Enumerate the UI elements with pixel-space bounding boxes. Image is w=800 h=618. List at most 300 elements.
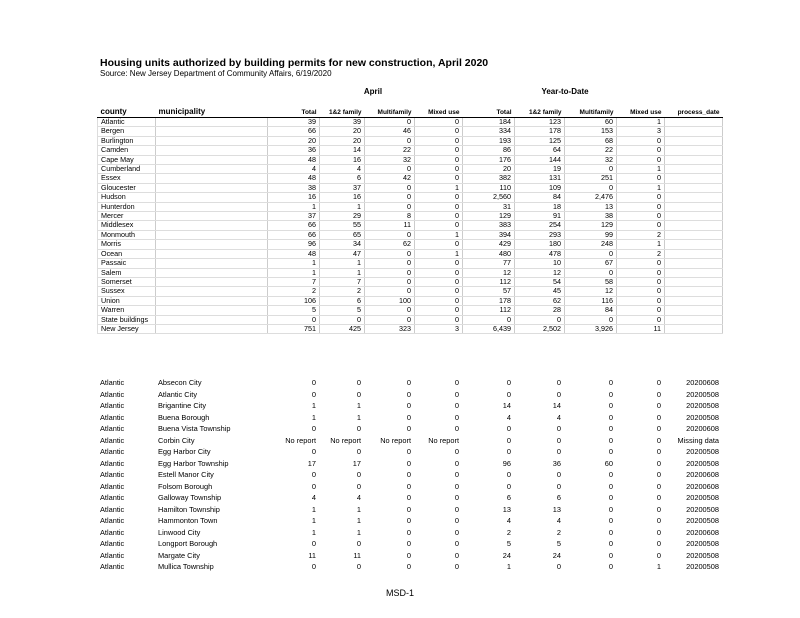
table-cell: 28 — [515, 306, 565, 315]
table-cell: 1 — [617, 118, 665, 127]
table-cell: Mercer — [98, 212, 156, 221]
table-cell: 12 — [565, 287, 617, 296]
table-cell: 18 — [515, 202, 565, 211]
table-cell: 1 — [311, 527, 316, 537]
table-cell: No report — [330, 435, 361, 445]
table-cell: 4 — [556, 516, 561, 525]
table-cell: 0 — [506, 435, 511, 445]
table-cell — [665, 127, 723, 136]
table-cell: 106 — [268, 296, 320, 305]
table-cell: 20200608 — [686, 527, 719, 537]
table-cell: 480 — [463, 249, 515, 258]
table-cell: 20200508 — [686, 562, 719, 571]
table-cell: 84 — [515, 193, 565, 202]
table-cell: 251 — [565, 174, 617, 183]
table-cell: 0 — [608, 401, 613, 410]
table-cell: 0 — [656, 470, 661, 479]
table-cell: 0 — [415, 155, 463, 164]
table-cell: 0 — [454, 481, 459, 491]
table-cell: 129 — [463, 212, 515, 221]
table-cell: Atlantic — [100, 378, 125, 387]
table-row — [98, 183, 723, 192]
table-cell: 0 — [608, 378, 613, 387]
table-cell — [665, 193, 723, 202]
table-cell: 20200508 — [686, 447, 719, 456]
table-cell: 0 — [454, 493, 459, 502]
table-cell: 0 — [617, 155, 665, 164]
table-cell: 65 — [320, 230, 365, 239]
table-row — [98, 146, 723, 155]
table-cell: Atlantic — [100, 504, 125, 514]
table-cell: 0 — [406, 401, 411, 410]
table-row — [97, 527, 722, 539]
table-cell: 0 — [506, 389, 511, 399]
table-cell: 0 — [365, 202, 415, 211]
table-cell: 11 — [308, 550, 316, 560]
table-cell: 1 — [268, 202, 320, 211]
table-row — [98, 259, 723, 268]
table-cell: 37 — [268, 212, 320, 221]
table-cell: 22 — [365, 146, 415, 155]
table-cell: 32 — [565, 155, 617, 164]
table-cell: 20200508 — [686, 550, 719, 560]
table-cell: 0 — [608, 550, 613, 560]
table-cell: Mullica Township — [158, 562, 214, 571]
table-row — [97, 481, 722, 493]
table-cell: 0 — [617, 136, 665, 145]
table-cell: 5 — [320, 306, 365, 315]
header-ytd-multifamily: Multifamily — [565, 106, 617, 118]
header-county: county — [98, 106, 156, 118]
table-cell: 20 — [268, 136, 320, 145]
table-cell: 20200508 — [686, 458, 719, 468]
table-cell — [665, 277, 723, 286]
table-row — [97, 446, 722, 458]
table-cell: 0 — [617, 277, 665, 286]
table-cell — [156, 193, 268, 202]
table-row — [97, 435, 722, 447]
table-cell: 17 — [352, 458, 361, 468]
table-cell: 0 — [406, 378, 411, 387]
table-cell: 0 — [656, 550, 661, 560]
table-cell: Atlantic — [100, 562, 125, 571]
table-row — [97, 515, 722, 527]
table-cell: 29 — [320, 212, 365, 221]
table-cell: 0 — [454, 504, 459, 514]
report-title: Housing units authorized by building permits for new construction, April 2020 — [100, 57, 489, 69]
table-cell: 1 — [311, 412, 316, 422]
table-cell: 48 — [268, 249, 320, 258]
table-cell: State buildings — [98, 315, 156, 324]
table-cell: Absecon City — [158, 378, 202, 387]
table-cell: 5 — [506, 539, 511, 548]
table-cell: 0 — [454, 447, 459, 456]
table-cell: 0 — [608, 527, 613, 537]
table-cell — [665, 324, 723, 333]
table-cell: 0 — [565, 249, 617, 258]
table-cell — [156, 268, 268, 277]
table-cell: Burlington — [98, 136, 156, 145]
table-cell: 184 — [463, 118, 515, 127]
table-cell: 16 — [320, 193, 365, 202]
table-cell: 0 — [565, 165, 617, 174]
table-cell: 6 — [320, 296, 365, 305]
table-cell: 100 — [365, 296, 415, 305]
table-cell: 0 — [311, 481, 316, 491]
table-cell: 0 — [415, 127, 463, 136]
table-cell: 0 — [365, 268, 415, 277]
table-cell: Atlantic — [100, 412, 125, 422]
table-cell: 0 — [556, 562, 561, 571]
header-april-1-2-family: 1&2 family — [320, 106, 365, 118]
table-cell: 112 — [463, 306, 515, 315]
table-cell: 0 — [365, 315, 415, 324]
table-cell: 20 — [320, 127, 365, 136]
table-cell: 91 — [515, 212, 565, 221]
table-cell: 16 — [268, 193, 320, 202]
table-cell: 0 — [656, 493, 661, 502]
table-cell: 0 — [311, 562, 316, 571]
table-cell: 60 — [565, 118, 617, 127]
table-cell: 0 — [454, 412, 459, 422]
table-cell: 58 — [565, 277, 617, 286]
table-cell — [665, 212, 723, 221]
table-cell: 429 — [463, 240, 515, 249]
header-ytd-1-2-family: 1&2 family — [515, 106, 565, 118]
table-cell: 0 — [656, 378, 661, 387]
table-cell: 48 — [268, 155, 320, 164]
table-row — [97, 538, 722, 550]
table-cell — [665, 165, 723, 174]
table-cell: Atlantic — [100, 458, 125, 468]
table-cell: 55 — [320, 221, 365, 230]
table-cell: 11 — [365, 221, 415, 230]
table-cell: 193 — [463, 136, 515, 145]
table-cell: 0 — [556, 481, 561, 491]
table-cell: 6 — [556, 493, 561, 502]
table-cell: 13 — [565, 202, 617, 211]
table-cell — [665, 249, 723, 258]
header-ytd-mixed-use: Mixed use — [617, 106, 665, 118]
table-cell — [156, 315, 268, 324]
table-cell: 20200608 — [686, 481, 719, 491]
table-cell: Atlantic — [100, 481, 125, 491]
table-cell: 5 — [268, 306, 320, 315]
table-row — [98, 287, 723, 296]
table-cell: 0 — [454, 562, 459, 571]
municipality-table — [97, 377, 722, 573]
table-cell: 62 — [515, 296, 565, 305]
table-cell: 0 — [415, 136, 463, 145]
table-cell: Corbin City — [158, 435, 195, 445]
table-cell — [665, 146, 723, 155]
table-cell: 0 — [415, 146, 463, 155]
table-cell: 0 — [656, 539, 661, 548]
ytd-group-header: Year-to-Date — [541, 87, 589, 96]
table-cell: 14 — [320, 146, 365, 155]
table-cell: 20200508 — [686, 493, 719, 502]
table-cell: 0 — [617, 174, 665, 183]
table-cell: 180 — [515, 240, 565, 249]
table-cell: Egg Harbor Township — [158, 458, 229, 468]
header-april-mixed-use: Mixed use — [415, 106, 463, 118]
table-cell — [156, 183, 268, 192]
table-cell: 20200608 — [686, 470, 719, 479]
table-cell: 4 — [556, 412, 561, 422]
table-cell: 0 — [617, 221, 665, 230]
table-cell: Ocean — [98, 249, 156, 258]
table-cell: No report — [380, 435, 411, 445]
table-cell — [665, 202, 723, 211]
table-cell: 248 — [565, 240, 617, 249]
table-cell: 144 — [515, 155, 565, 164]
table-cell: 0 — [608, 539, 613, 548]
table-row — [97, 504, 722, 516]
table-cell: 0 — [406, 412, 411, 422]
table-cell: 0 — [356, 378, 361, 387]
table-cell: No report — [285, 435, 316, 445]
table-cell: 0 — [415, 240, 463, 249]
table-cell: 0 — [617, 315, 665, 324]
table-cell: 0 — [608, 424, 613, 433]
table-cell: 0 — [656, 516, 661, 525]
table-cell: 0 — [415, 315, 463, 324]
table-cell: 57 — [463, 287, 515, 296]
table-cell: 0 — [608, 412, 613, 422]
table-cell — [156, 306, 268, 315]
table-cell: Egg Harbor City — [158, 447, 211, 456]
table-cell — [665, 183, 723, 192]
table-cell: 0 — [311, 424, 316, 433]
table-cell: 0 — [506, 378, 511, 387]
table-cell: 1 — [320, 259, 365, 268]
table-cell: 6 — [506, 493, 511, 502]
table-cell: 2 — [506, 527, 511, 537]
table-cell: 2 — [617, 249, 665, 258]
table-cell: 129 — [565, 221, 617, 230]
county-summary-table — [97, 106, 723, 334]
table-cell: 116 — [565, 296, 617, 305]
table-row — [97, 469, 722, 481]
table-cell: Essex — [98, 174, 156, 183]
table-cell: 14 — [502, 401, 511, 410]
table-row — [97, 389, 722, 401]
table-cell — [156, 127, 268, 136]
table-cell: Buena Vista Township — [158, 424, 231, 433]
table-cell: 20200508 — [686, 539, 719, 548]
table-cell: 1 — [356, 527, 361, 537]
table-cell: 0 — [656, 401, 661, 410]
table-cell: 1 — [415, 249, 463, 258]
table-cell: 0 — [617, 268, 665, 277]
table-cell: 0 — [406, 493, 411, 502]
table-cell — [665, 296, 723, 305]
table-cell: 0 — [415, 259, 463, 268]
table-cell: 16 — [320, 155, 365, 164]
table-cell: 54 — [515, 277, 565, 286]
table-cell: 0 — [406, 504, 411, 514]
table-cell: 0 — [415, 193, 463, 202]
table-cell: Morris — [98, 240, 156, 249]
table-row — [98, 155, 723, 164]
table-row — [98, 165, 723, 174]
table-cell: 394 — [463, 230, 515, 239]
table-cell: 0 — [617, 146, 665, 155]
table-cell: 0 — [311, 447, 316, 456]
table-cell: 0 — [565, 183, 617, 192]
table-cell: 5 — [556, 539, 561, 548]
table-cell: Atlantic — [100, 539, 125, 548]
table-cell: 2,560 — [463, 193, 515, 202]
table-cell: 0 — [454, 470, 459, 479]
table-cell: 0 — [454, 550, 459, 560]
table-cell: 38 — [268, 183, 320, 192]
table-cell: Cape May — [98, 155, 156, 164]
table-cell: 0 — [415, 118, 463, 127]
table-cell: 0 — [415, 212, 463, 221]
table-cell: 34 — [320, 240, 365, 249]
table-cell: 13 — [502, 504, 511, 514]
table-cell: 22 — [565, 146, 617, 155]
table-cell: No report — [428, 435, 459, 445]
table-cell: 254 — [515, 221, 565, 230]
table-cell: 0 — [365, 259, 415, 268]
table-cell: 0 — [656, 527, 661, 537]
table-cell: 0 — [617, 202, 665, 211]
table-cell: Middlesex — [98, 221, 156, 230]
table-cell — [156, 296, 268, 305]
table-cell: 20200508 — [686, 389, 719, 399]
table-cell: 1 — [311, 401, 316, 410]
table-cell: Atlantic — [100, 401, 125, 410]
table-cell: Camden — [98, 146, 156, 155]
table-cell: 334 — [463, 127, 515, 136]
table-cell: 0 — [565, 315, 617, 324]
table-cell — [665, 136, 723, 145]
table-cell: 0 — [656, 481, 661, 491]
table-cell: 1 — [311, 516, 316, 525]
table-cell: 0 — [365, 249, 415, 258]
table-cell: 0 — [311, 539, 316, 548]
table-cell: 77 — [463, 259, 515, 268]
table-cell: 0 — [365, 118, 415, 127]
table-cell: 0 — [617, 193, 665, 202]
table-cell: 0 — [656, 447, 661, 456]
table-cell: 0 — [406, 424, 411, 433]
table-cell: 2 — [268, 287, 320, 296]
table-row — [98, 127, 723, 136]
table-cell: Atlantic — [100, 527, 125, 537]
table-cell: Margate City — [158, 550, 200, 560]
table-cell: Atlantic — [100, 447, 125, 456]
table-cell: 0 — [356, 481, 361, 491]
table-row — [98, 277, 723, 286]
table-cell: 0 — [454, 539, 459, 548]
table-cell: 47 — [320, 249, 365, 258]
table-cell: 0 — [356, 424, 361, 433]
table-cell — [156, 230, 268, 239]
table-cell: 68 — [565, 136, 617, 145]
table-cell — [665, 259, 723, 268]
table-cell: 0 — [406, 527, 411, 537]
table-cell: 4 — [506, 516, 511, 525]
table-cell: 32 — [365, 155, 415, 164]
table-cell: 1 — [617, 240, 665, 249]
table-cell: 19 — [515, 165, 565, 174]
table-cell — [665, 268, 723, 277]
table-cell — [665, 174, 723, 183]
table-cell: 1 — [415, 183, 463, 192]
table-cell: Estell Manor City — [158, 470, 214, 479]
table-cell: 0 — [406, 458, 411, 468]
table-cell: 382 — [463, 174, 515, 183]
table-cell: 0 — [415, 221, 463, 230]
table-cell: 11 — [353, 550, 361, 560]
table-cell: 0 — [617, 259, 665, 268]
table-row — [98, 324, 723, 333]
table-cell: 13 — [552, 504, 561, 514]
table-cell: 0 — [656, 389, 661, 399]
table-cell: 0 — [608, 516, 613, 525]
table-cell: 0 — [415, 174, 463, 183]
table-cell — [156, 277, 268, 286]
table-cell — [665, 230, 723, 239]
table-cell: 10 — [515, 259, 565, 268]
table-cell: 0 — [608, 504, 613, 514]
table-cell: 0 — [365, 165, 415, 174]
table-cell: 1 — [320, 202, 365, 211]
table-cell: 0 — [608, 470, 613, 479]
table-cell: 2,502 — [515, 324, 565, 333]
table-cell: 0 — [365, 287, 415, 296]
table-cell: 66 — [268, 230, 320, 239]
table-cell: 99 — [565, 230, 617, 239]
table-cell: Hunterdon — [98, 202, 156, 211]
header-row — [98, 106, 723, 118]
table-cell: 20200608 — [686, 424, 719, 433]
table-cell: 0 — [406, 562, 411, 571]
table-cell: 1 — [506, 562, 511, 571]
table-cell: 64 — [515, 146, 565, 155]
table-cell: 0 — [556, 424, 561, 433]
table-cell: 0 — [365, 183, 415, 192]
table-cell: 0 — [311, 470, 316, 479]
table-cell: 96 — [268, 240, 320, 249]
table-cell: 4 — [320, 165, 365, 174]
table-cell: 36 — [268, 146, 320, 155]
table-row — [97, 561, 722, 573]
table-cell: 20200508 — [686, 504, 719, 514]
table-cell: 0 — [415, 296, 463, 305]
table-cell: 3 — [415, 324, 463, 333]
table-row — [98, 268, 723, 277]
table-cell — [665, 306, 723, 315]
header-april-multifamily: Multifamily — [365, 106, 415, 118]
table-cell: 0 — [617, 287, 665, 296]
table-row — [97, 400, 722, 412]
table-row — [98, 136, 723, 145]
table-cell — [156, 118, 268, 127]
table-cell: 48 — [268, 174, 320, 183]
table-row — [98, 212, 723, 221]
table-cell: Brigantine City — [158, 401, 207, 410]
table-cell: 12 — [515, 268, 565, 277]
table-cell: 0 — [365, 277, 415, 286]
table-cell: 0 — [406, 539, 411, 548]
table-cell: 383 — [463, 221, 515, 230]
table-cell — [156, 287, 268, 296]
table-row — [98, 230, 723, 239]
